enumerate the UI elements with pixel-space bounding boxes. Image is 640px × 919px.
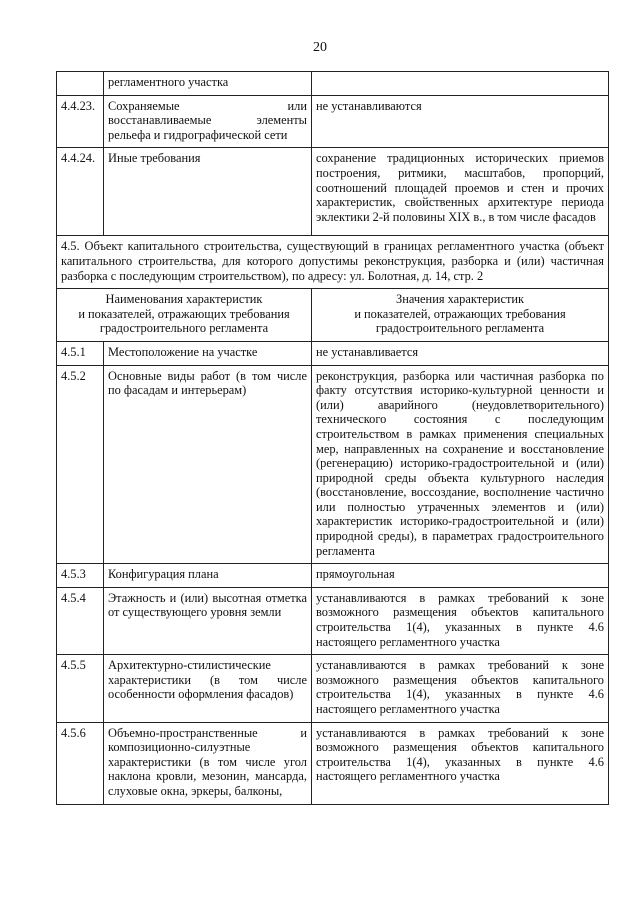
header-line: и показателей, отражающих требования — [78, 306, 290, 321]
page-number: 20 — [313, 40, 327, 55]
table-row — [57, 341, 609, 365]
row-number: 4.5.4 — [57, 587, 104, 654]
characteristic-value: реконструкция, разборка или частичная разборка по факту отсутствия историко-культурной ценности и (или) аварийного (неудовлетворительного) технического состояния с последующим строительством в рамках применения специальных мер, направленных на сохранение и восстановление (регенерацию) историко-градостроительной и (или) природной среды объекта культурного наследия (восстановление, воссоздание, восполнение частично или полностью утраченных элементов и (или) характеристик историко-градостроительной и (или) природной среды), в параметрах градостроительного регламента — [312, 365, 609, 564]
characteristic-name: Основные виды работ (в том числе по фасадам и интерьерам) — [104, 365, 312, 564]
characteristic-value: не устанавливаются — [312, 95, 609, 148]
row-number: 4.5.5 — [57, 655, 104, 722]
table-row — [57, 655, 609, 722]
characteristic-value: устанавливаются в рамках требований к зоне возможного размещения объектов капитального строительства 1(4), указанных в пункте 4.6 настоящего регламентного участка — [312, 655, 609, 722]
characteristic-name: Объемно-пространственные и композиционно-силуэтные характеристики (в том числе угол наклона кровли, мезонин, мансарда, слуховые окна, эркеры, балконы, — [104, 722, 312, 804]
characteristic-name: Архитектурно-стилистические характеристики (в том числе особенности оформления фасадов) — [104, 655, 312, 722]
table-row — [57, 587, 609, 654]
row-number: 4.4.24. — [57, 148, 104, 236]
characteristic-name: Местоположение на участке — [104, 341, 312, 365]
characteristic-value: не устанавливается — [312, 341, 609, 365]
column-header-values — [312, 289, 609, 342]
characteristic-value: устанавливаются в рамках требований к зоне возможного размещения объектов капитального строительства 1(4), указанных в пункте 4.6 настоящего регламентного участка — [312, 722, 609, 804]
characteristic-value: прямоугольная — [312, 564, 609, 588]
row-number: 4.4.23. — [57, 95, 104, 148]
row-number — [57, 72, 104, 96]
regulation-table — [56, 71, 609, 805]
characteristic-name: Конфигурация плана — [104, 564, 312, 588]
characteristic-value — [312, 72, 609, 96]
table-row — [57, 148, 609, 236]
table-row — [57, 564, 609, 588]
characteristic-name: Иные требования — [104, 148, 312, 236]
header-line: градостроительного регламента — [375, 321, 545, 336]
table-row — [57, 95, 609, 148]
row-number: 4.5.2 — [57, 365, 104, 564]
row-number: 4.5.3 — [57, 564, 104, 588]
table-row — [57, 72, 609, 96]
table-row — [57, 722, 609, 804]
row-number: 4.5.1 — [57, 341, 104, 365]
header-line: градостроительного регламента — [99, 321, 269, 336]
section-heading-4-5: 4.5. Объект капитального строительства, существующий в границах регламентного участка (объект капитального строительства, для которого допустимы реконструкция, разборка и (или) частичная разборка с последующим строительством), по адресу: ул. Болотная, д. 14, стр. 2 — [57, 236, 609, 289]
characteristic-value: устанавливаются в рамках требований к зоне возможного размещения объектов капитального строительства 1(4), указанных в пункте 4.6 настоящего регламентного участка — [312, 587, 609, 654]
characteristic-name: Сохраняемые или восстанавливаемые элементы рельефа и гидрографической сети — [104, 95, 312, 148]
characteristic-name: Этажность и (или) высотная отметка от существующего уровня земли — [104, 587, 312, 654]
characteristic-value: сохранение традиционных исторических приемов построения, ритмики, масштабов, пропорций, соотношений площадей проемов и стен и прочих характеристик, свойственных архитектуре периода эклектики 2-й половины XIX в., в том числе фасадов — [312, 148, 609, 236]
header-line: Наименования характеристик — [105, 292, 263, 307]
header-row — [57, 289, 609, 342]
characteristic-name: регламентного участка — [104, 72, 312, 96]
section-row — [57, 236, 609, 289]
header-line: и показателей, отражающих требования — [354, 306, 566, 321]
table-row — [57, 365, 609, 564]
column-header-names — [57, 289, 312, 342]
row-number: 4.5.6 — [57, 722, 104, 804]
header-line: Значения характеристик — [395, 292, 525, 307]
